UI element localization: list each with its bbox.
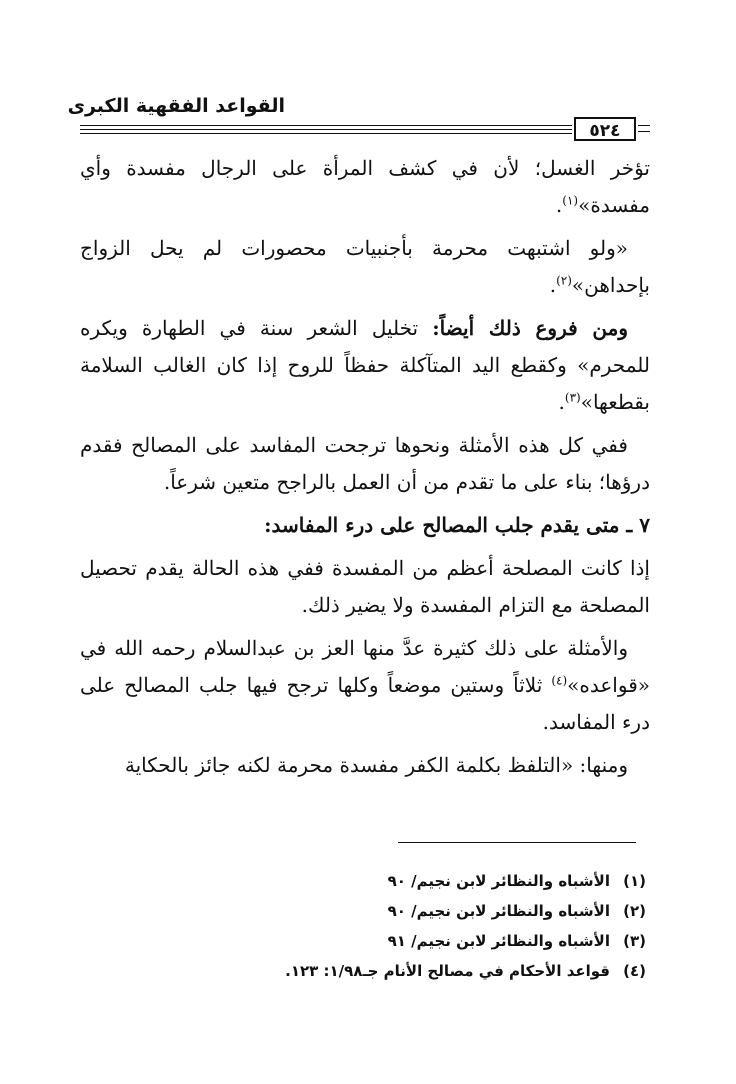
bold-lead: ومن فروع ذلك أيضاً: — [432, 316, 628, 340]
paragraph-end: . — [558, 390, 565, 414]
header-rule-short — [638, 131, 650, 132]
section-heading: ٧ ـ متى يقدم جلب المصالح على درء المفاسد: — [264, 513, 650, 537]
footnote-text: الأشباه والنظائر لابن نجيم/ ٩٠ — [387, 872, 610, 890]
footnote-ref: (١) — [562, 193, 579, 208]
footnote — [150, 926, 646, 956]
footnote-text: الأشباه والنظائر لابن نجيم/ ٩١ — [387, 932, 610, 950]
paragraph-text: والأمثلة على ذلك كثيرة عدَّ منها العز بن عبدالسلام رحمه الله في «قواعده» — [80, 636, 650, 697]
page-header — [67, 95, 650, 145]
header-rule — [80, 125, 572, 126]
footnote-ref: (٤) — [551, 673, 568, 688]
paragraph-end: . — [549, 273, 557, 297]
footnotes — [150, 866, 646, 986]
footnote-ref: (٢) — [556, 273, 572, 288]
paragraph-end: . — [555, 193, 563, 217]
footnote — [150, 896, 646, 926]
page-number: ٥٢٤ — [574, 117, 636, 141]
footnote-divider — [398, 842, 636, 843]
paragraph-text: تؤخر الغسل؛ لأن في كشف المرأة على الرجال مفسدة وأي مفسدة» — [80, 156, 650, 217]
paragraph-text: «ولو اشتبهت محرمة بأجنبيات محصورات لم يحل الزواج بإحداهن» — [80, 236, 650, 297]
paragraph — [80, 230, 650, 304]
header-rule-short — [638, 125, 650, 126]
paragraph-text: تخليل الشعر سنة في الطهارة ويكره للمحرم» وكقطع اليد المتآكلة حفظاً للروح إذا كان الغالب السلامة بقطعها» — [80, 316, 650, 414]
paragraph — [80, 150, 650, 224]
footnote-number: (١) — [623, 872, 646, 890]
main-text — [80, 150, 650, 790]
running-title: القواعد الفقهية الكبرى — [67, 95, 285, 117]
footnote — [150, 956, 646, 986]
footnote-text: الأشباه والنظائر لابن نجيم/ ٩٠ — [387, 902, 610, 920]
footnote-number: (٣) — [623, 932, 646, 950]
footnote-ref: (٣) — [564, 390, 581, 405]
footnote-text: قواعد الأحكام في مصالح الأنام جـ١/٩٨: ١٢٣. — [285, 962, 610, 980]
footnote-number: (٤) — [623, 962, 646, 980]
paragraph: ففي كل هذه الأمثلة ونحوها ترجحت المفاسد على المصالح فقدم درؤها؛ بناء على ما تقدم من أن العمل بالراجح متعين شرعاً. — [80, 433, 650, 494]
paragraph — [80, 310, 650, 421]
paragraph: ومنها: «التلفظ بكلمة الكفر مفسدة محرمة لكنه جائز بالحكاية — [124, 753, 628, 777]
footnote-number: (٢) — [623, 902, 646, 920]
footnote — [150, 866, 646, 896]
header-rule — [80, 129, 572, 130]
paragraph-text: ثلاثاً وستين موضعاً وكلها ترجح فيها جلب المصالح على درء المفاسد. — [80, 673, 650, 734]
paragraph: إذا كانت المصلحة أعظم من المفسدة ففي هذه الحالة يقدم تحصيل المصلحة مع التزام المفسدة ولا يضير ذلك. — [80, 556, 650, 617]
paragraph — [80, 630, 650, 741]
header-rule — [80, 133, 572, 134]
